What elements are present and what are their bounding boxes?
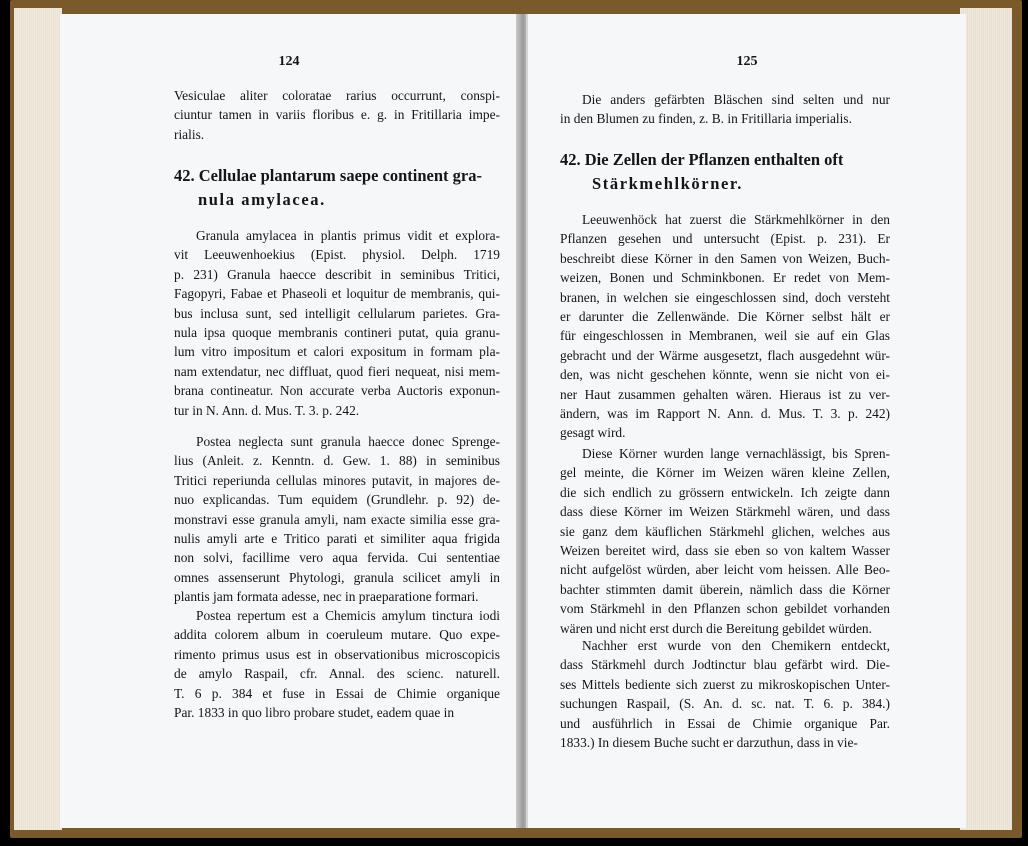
heading-line: nula amylacea. bbox=[198, 190, 326, 209]
text-line: ner Haut zusammen gehalten wären. Hieraus ist zu ver- bbox=[560, 386, 890, 402]
text-line: bus inclusa sunt, sed intelligit cellularum parietes. Gra- bbox=[174, 305, 500, 321]
paragraph bbox=[174, 226, 500, 420]
text-line: Leeuwenhöck hat zuerst die Stärkmehlkörner in den bbox=[582, 212, 890, 227]
text-line: T. 6 p. 384 et fuse in Essai de Chimie organique bbox=[174, 685, 500, 701]
text-line: Postea neglecta sunt granula haecce donec Sprenge- bbox=[196, 434, 500, 449]
text-line: bachter stimmten damit überein, nämlich dass die Körner bbox=[560, 581, 890, 597]
text-line: monstravi esse granula amyli, nam exacte similia esse gra- bbox=[174, 511, 500, 527]
paragraph bbox=[174, 606, 500, 722]
text-line: suchungen Raspail, (S. An. d. sc. nat. T. 6. p. 384.) bbox=[560, 696, 890, 712]
text-line: die sich endlich zu grössern entwickeln. Ich zeigte dann bbox=[560, 484, 890, 500]
left-page bbox=[60, 14, 520, 828]
text-line: 1833.) In diesem Buche sucht er darzuthun, dass in vie- bbox=[560, 735, 858, 751]
page-edges-left bbox=[14, 8, 62, 830]
text-line: und ausführlich in Essai de Chimie organique Par. bbox=[560, 715, 890, 731]
section-heading bbox=[174, 164, 500, 212]
heading-line: Stärkmehlkörner. bbox=[592, 174, 744, 193]
text-line: ses Mittels bediente sich zuerst zu mikroskopischen Unter- bbox=[560, 676, 890, 692]
paragraph bbox=[560, 444, 890, 638]
text-line: dass diese Körner im Weizen Stärkmehl wären, und dass bbox=[560, 504, 890, 520]
text-line: vit Leeuwenhoekius (Epist. physiol. Delph. 1719 bbox=[174, 247, 500, 263]
text-line: Fagopyri, Fabae et Phaseoli et loquitur de membranis, qui- bbox=[174, 286, 500, 302]
text-line: Granula amylacea in plantis primus vidit et explora- bbox=[196, 228, 500, 243]
text-line: de amylo Raspail, cfr. Annal. des scienc. naturell. bbox=[174, 666, 500, 682]
intro-text bbox=[174, 86, 500, 144]
text-line: Par. 1833 in quo libro probare studet, eadem quae in bbox=[174, 705, 455, 721]
text-line: Weizen bereitet wird, dass sie eben so von kaltem Wasser bbox=[560, 543, 890, 559]
text-line: nicht aufgelöst würden, aber leicht vom heissen. Alle Beo- bbox=[560, 562, 890, 578]
text-line: brana contineatur. Non accurate verba Auctoris exponun- bbox=[174, 383, 500, 399]
paragraph bbox=[560, 210, 890, 443]
text-line: dass Stärkmehl durch Jodtinctur blau gefärbt wird. Die- bbox=[560, 657, 890, 673]
text-line: addita colorem album in coeruleum mutare. Quo expe- bbox=[174, 627, 500, 643]
text-line: sie ganz dem käuflichen Stärkmehl glichen, welches aus bbox=[560, 523, 890, 539]
text-line: Diese Körner wurden lange vernachlässigt, bis Spren- bbox=[582, 446, 890, 461]
paragraph bbox=[174, 432, 500, 607]
text-line: Pflanzen gesehen und untersucht (Epist. p. 231). Er bbox=[560, 231, 890, 247]
text-line: nulis amyli arte e Tritico parati et similiter aqua frigida bbox=[174, 531, 500, 547]
text-line: beschreibt diese Körner in den Samen von Weizen, Buch- bbox=[560, 250, 890, 266]
right-page bbox=[526, 14, 966, 828]
page-edges-right bbox=[960, 8, 1012, 830]
text-line: omnes assenserunt Phytologi, granula scilicet amyli in bbox=[174, 569, 500, 585]
heading-line: 42. Cellulae plantarum saepe continent gra- bbox=[174, 166, 482, 185]
text-line: weizen, Bonen und Schminkbonen. Er redet von Mem- bbox=[560, 270, 890, 286]
page-number: 124 bbox=[278, 54, 300, 69]
section-heading bbox=[560, 148, 890, 196]
text-line: gel meinte, die Körner im Weizen wären kleine Zellen, bbox=[560, 465, 890, 481]
text-line: nuo explicandas. Tum equidem (Grundlehr. p. 92) de- bbox=[174, 492, 500, 508]
paragraph bbox=[560, 636, 890, 752]
text-line: für eingeschlossen in Membranen, weil sie auf ein Glas bbox=[560, 328, 890, 344]
text-line: Vesiculae aliter coloratae rarius occurrunt, conspi- bbox=[174, 88, 500, 103]
text-line: wären und nicht erst durch die Bereitung gebildet würden. bbox=[560, 620, 872, 636]
text-line: den, was nicht geschehen könnte, wenn sie nicht von ei- bbox=[560, 367, 890, 383]
heading-line: 42. Die Zellen der Pflanzen enthalten oft bbox=[560, 150, 844, 169]
text-line: vom Stärkmehl in den Pflanzen schon gebildet vorhanden bbox=[560, 601, 890, 617]
text-line: Die anders gefärbten Bläschen sind selten und nur bbox=[582, 92, 890, 107]
text-line: Postea repertum est a Chemicis amylum tinctura iodi bbox=[196, 608, 500, 623]
text-line: Tritici reperiunda cellulas minores putavit, in majores de- bbox=[174, 472, 500, 488]
text-line: branen, in welchen sie eingeschlossen sind, doch versteht bbox=[560, 289, 890, 305]
text-line: non solvi, facillime vero aqua fervida. Cui sententiae bbox=[174, 550, 500, 566]
text-line: rimento primus usus est in observationibus microscopicis bbox=[174, 646, 500, 662]
text-line: in den Blumen zu finden, z. B. in Fritillaria imperialis. bbox=[560, 111, 852, 127]
text-line: plantis jam formata adesse, nec in praeparatione formari. bbox=[174, 589, 479, 605]
text-line: nam extendatur, nec diffluat, quod fieri nequeat, nisi mem- bbox=[174, 363, 500, 379]
text-line: ändern, was im Rapport N. Ann. d. Mus. T. 3. p. 242) bbox=[560, 406, 890, 422]
text-line: tur in N. Ann. d. Mus. T. 3. p. 242. bbox=[174, 402, 360, 418]
text-line: lum vitro impositum et calori expositum in formam pla- bbox=[174, 344, 500, 360]
intro-text bbox=[560, 90, 890, 129]
text-line: Nachher erst wurde von den Chemikern entdeckt, bbox=[582, 638, 890, 653]
text-line: p. 231) Granula haecce describit in seminibus Tritici, bbox=[174, 266, 500, 282]
text-line: rialis. bbox=[174, 126, 205, 142]
text-line: er darunter die Zellenwände. Die Körner selbst hält er bbox=[560, 309, 890, 325]
text-line: nula ipsa quoque membranis contineri putat, quia granu- bbox=[174, 325, 500, 341]
text-line: ciuntur tamen in variis floribus e. g. in Fritillaria impe- bbox=[174, 107, 500, 123]
text-line: lius (Anleit. z. Kenntn. d. Gew. 1. 88) in seminibus bbox=[174, 453, 500, 469]
text-line: gebracht und der Wärme ausgesetzt, flach ausgedehnt wür- bbox=[560, 347, 890, 363]
page-number: 125 bbox=[736, 54, 758, 69]
text-line: gesagt wird. bbox=[560, 425, 626, 441]
